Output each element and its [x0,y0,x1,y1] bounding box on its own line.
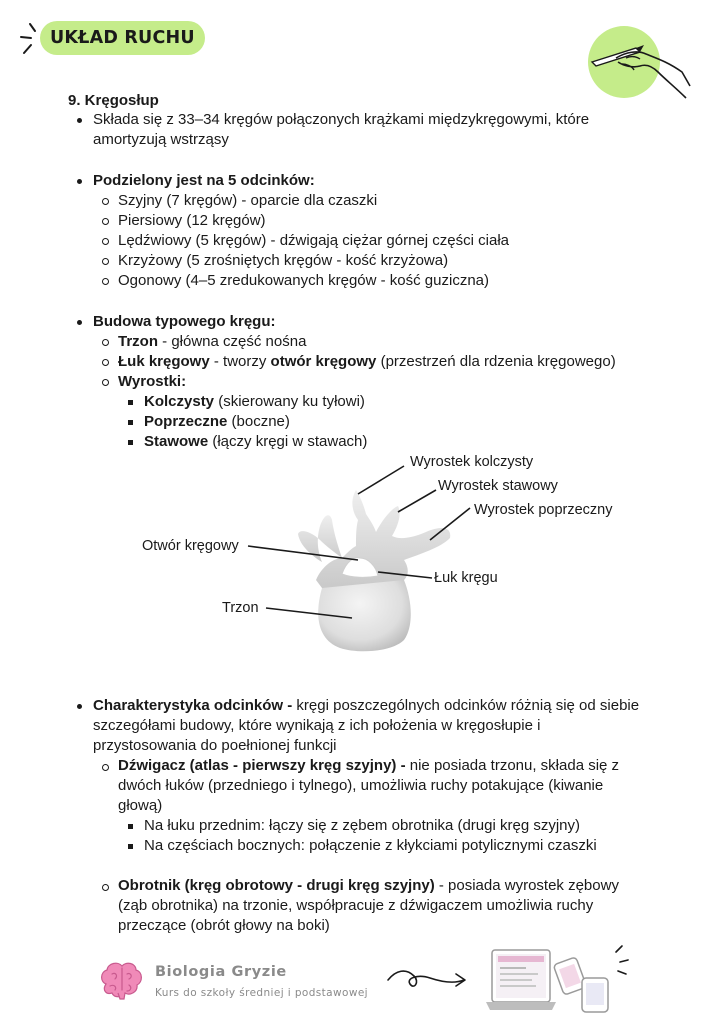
characteristics-line-1 [93,696,639,716]
atlas-subitem: Na łuku przednim: łączy się z zębem obrotnika (drugi kręg szyjny) [144,817,581,834]
bullet-dot [77,704,82,709]
brand-name: Biologia Gryzie [155,964,287,980]
bullet-circle [102,884,109,891]
characteristics-line-3: przystosowania do poełnionej funkcji [93,737,337,754]
structure-heading: Budowa typowego kręgu: [93,313,276,330]
label-spinous-process: Wyrostek kolczysty [410,454,534,470]
processes-heading: Wyrostki: [118,373,187,390]
desc: (skierowany ku tyłowi) [214,393,365,410]
desc: - główna część nośna [158,333,307,350]
term: Łuk kręgowy [118,353,210,370]
label-vertebral-arch: Łuk kręgu [434,570,498,586]
atlas-line-3: głową) [118,797,163,814]
division-item: Krzyżowy (5 zrośniętych kręgów - kość krzyżowa) [118,252,449,269]
term: Kolczysty [144,393,215,410]
desc: kręgi poszczególnych odcinków różnią się od siebie [292,697,640,714]
composition-line-2: amortyzują wstrząsy [93,131,229,148]
desc: nie posiada trzonu, składa się z [405,757,620,774]
axis-line-2: (ząb obrotnika) na trzonie, współpracuje z dźwigaczem umożliwia ruchy [118,897,594,914]
desc: (łączy kręgi w stawach) [208,433,368,450]
bullet-circle [102,764,109,771]
axis-line-3: przeczące (obrót głowy na boki) [118,917,330,934]
page-title: UKŁAD RUCHU [40,21,205,55]
division-item: Ogonowy (4–5 zredukowanych kręgów - kość guziczna) [118,272,490,289]
bullet-square [128,824,133,829]
brain-icon [98,960,144,1000]
divisions-heading: Podzielony jest na 5 odcinków: [93,172,315,189]
term: Stawowe [144,433,209,450]
bullet-square [128,844,133,849]
term: Charakterystyka odcinków - [93,697,293,714]
division-item: Lędźwiowy (5 kręgów) - dźwigają ciężar górnej części ciała [118,232,509,249]
atlas-line-2: dwóch łuków (przedniego i tylnego), umożliwia ruchy potakujące (kiwanie [118,777,604,794]
composition-line-1: Składa się z 33–34 kręgów połączonych krążkami międzykręgowymi, które [93,111,590,128]
division-item: Piersiowy (12 kręgów) [118,212,266,229]
term: Dźwigacz (atlas - pierwszy kręg szyjny) - [118,757,406,774]
label-vertebral-body: Trzon [222,600,259,616]
laptop-phone-icon [486,940,636,1018]
atlas-subitem: Na częściach bocznych: połączenie z kłykciami potylicznymi czaszki [144,837,597,854]
desc: - posiada wyrostek zębowy [434,877,619,894]
label-transverse-process: Wyrostek poprzeczny [474,502,613,518]
term: Poprzeczne [144,413,228,430]
term: Obrotnik (kręg obrotowy - drugi kręg szyjny) [118,877,435,894]
axis-line-1 [118,876,619,896]
division-item: Szyjny (7 kręgów) - oparcie dla czaszki [118,192,378,209]
desc: - tworzy [209,353,271,370]
curved-arrow-icon [384,962,470,998]
label-vertebral-foramen: Otwór kręgowy [142,538,239,554]
desc: (przestrzeń dla rdzenia kręgowego) [376,353,616,370]
characteristics-line-2: szczegółami budowy, które wynikają z ich położenia w kręgosłupie i [93,717,541,734]
brand-subtitle: Kurs do szkoły średniej i podstawowej [155,987,368,999]
label-articular-process: Wyrostek stawowy [438,478,558,494]
atlas-line-1 [118,756,619,776]
term: otwór kręgowy [270,353,377,370]
term: Trzon [118,333,158,350]
section-heading: 9. Kręgosłup [68,92,159,109]
desc: (boczne) [227,413,290,430]
